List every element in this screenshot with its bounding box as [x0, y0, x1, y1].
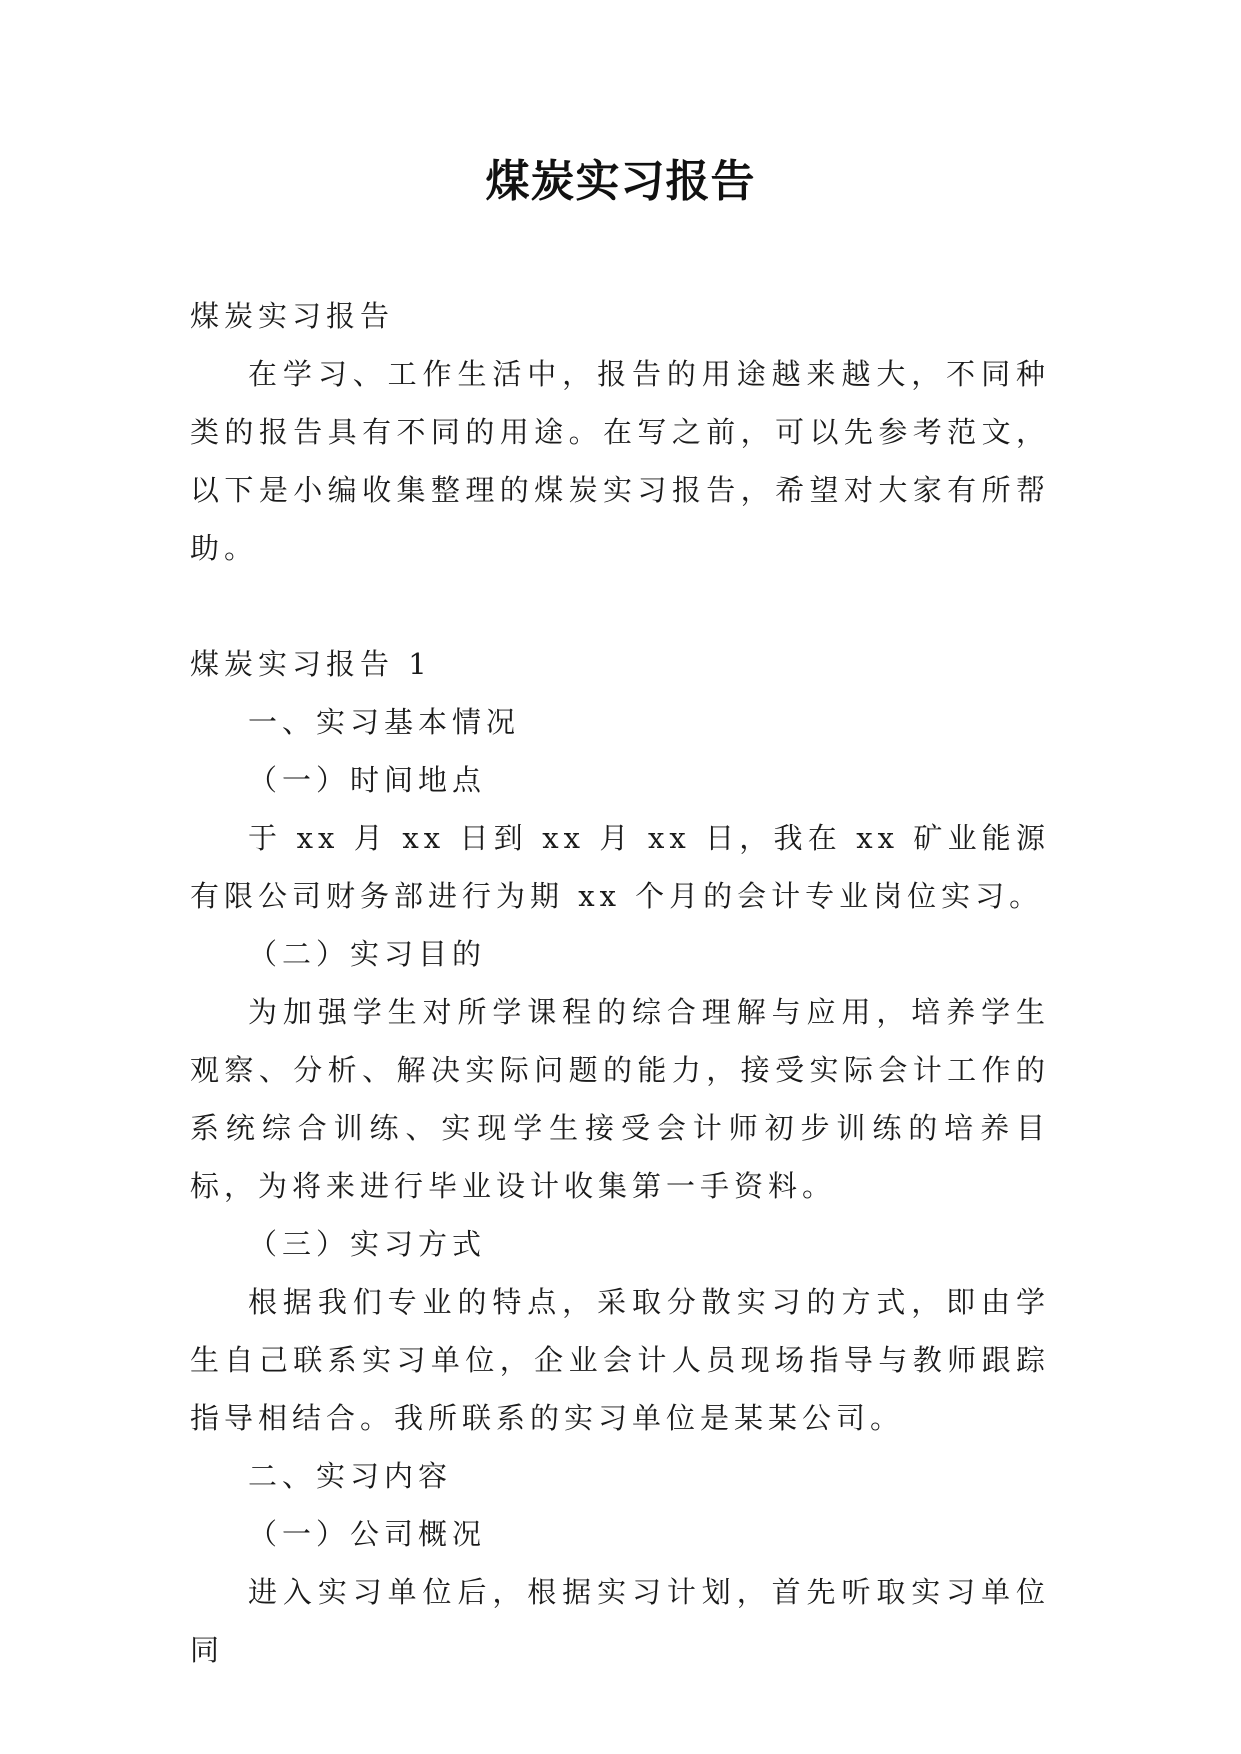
paragraph: 为加强学生对所学课程的综合理解与应用，培养学生观察、分析、解决实际问题的能力，接受实际会计工作的系统综合训练、实现学生接受会计师初步训练的培养目标，为将来进行毕业设计收集第一手资料。	[190, 995, 1050, 1203]
document-title: 煤炭实习报告	[485, 156, 756, 207]
paragraph: （一）时间地点	[248, 763, 487, 797]
paragraph: 根据我们专业的特点，采取分散实习的方式，即由学生自己联系实习单位，企业会计人员现场指导与教师跟踪指导相结合。我所联系的实习单位是某某公司。	[190, 1285, 1050, 1435]
document-body	[190, 287, 1050, 1679]
paragraph: 一、实习基本情况	[248, 705, 521, 739]
paragraph: （三）实习方式	[248, 1227, 487, 1261]
paragraph: 在学习、工作生活中，报告的用途越来越大，不同种类的报告具有不同的用途。在写之前，可以先参考范文，以下是小编收集整理的煤炭实习报告，希望对大家有所帮助。	[190, 357, 1050, 565]
paragraph: 煤炭实习报告	[190, 299, 395, 333]
paragraph: 于 xx 月 xx 日到 xx 月 xx 日，我在 xx 矿业能源有限公司财务部进行为期 xx 个月的会计专业岗位实习。	[190, 821, 1050, 913]
paragraph: 进入实习单位后，根据实习计划，首先听取实习单位同	[190, 1575, 1050, 1667]
paragraph: （一）公司概况	[248, 1517, 487, 1551]
paragraph: （二）实习目的	[248, 937, 487, 971]
paragraph: 二、实习内容	[248, 1459, 453, 1493]
paragraph: 煤炭实习报告 1	[190, 647, 432, 681]
